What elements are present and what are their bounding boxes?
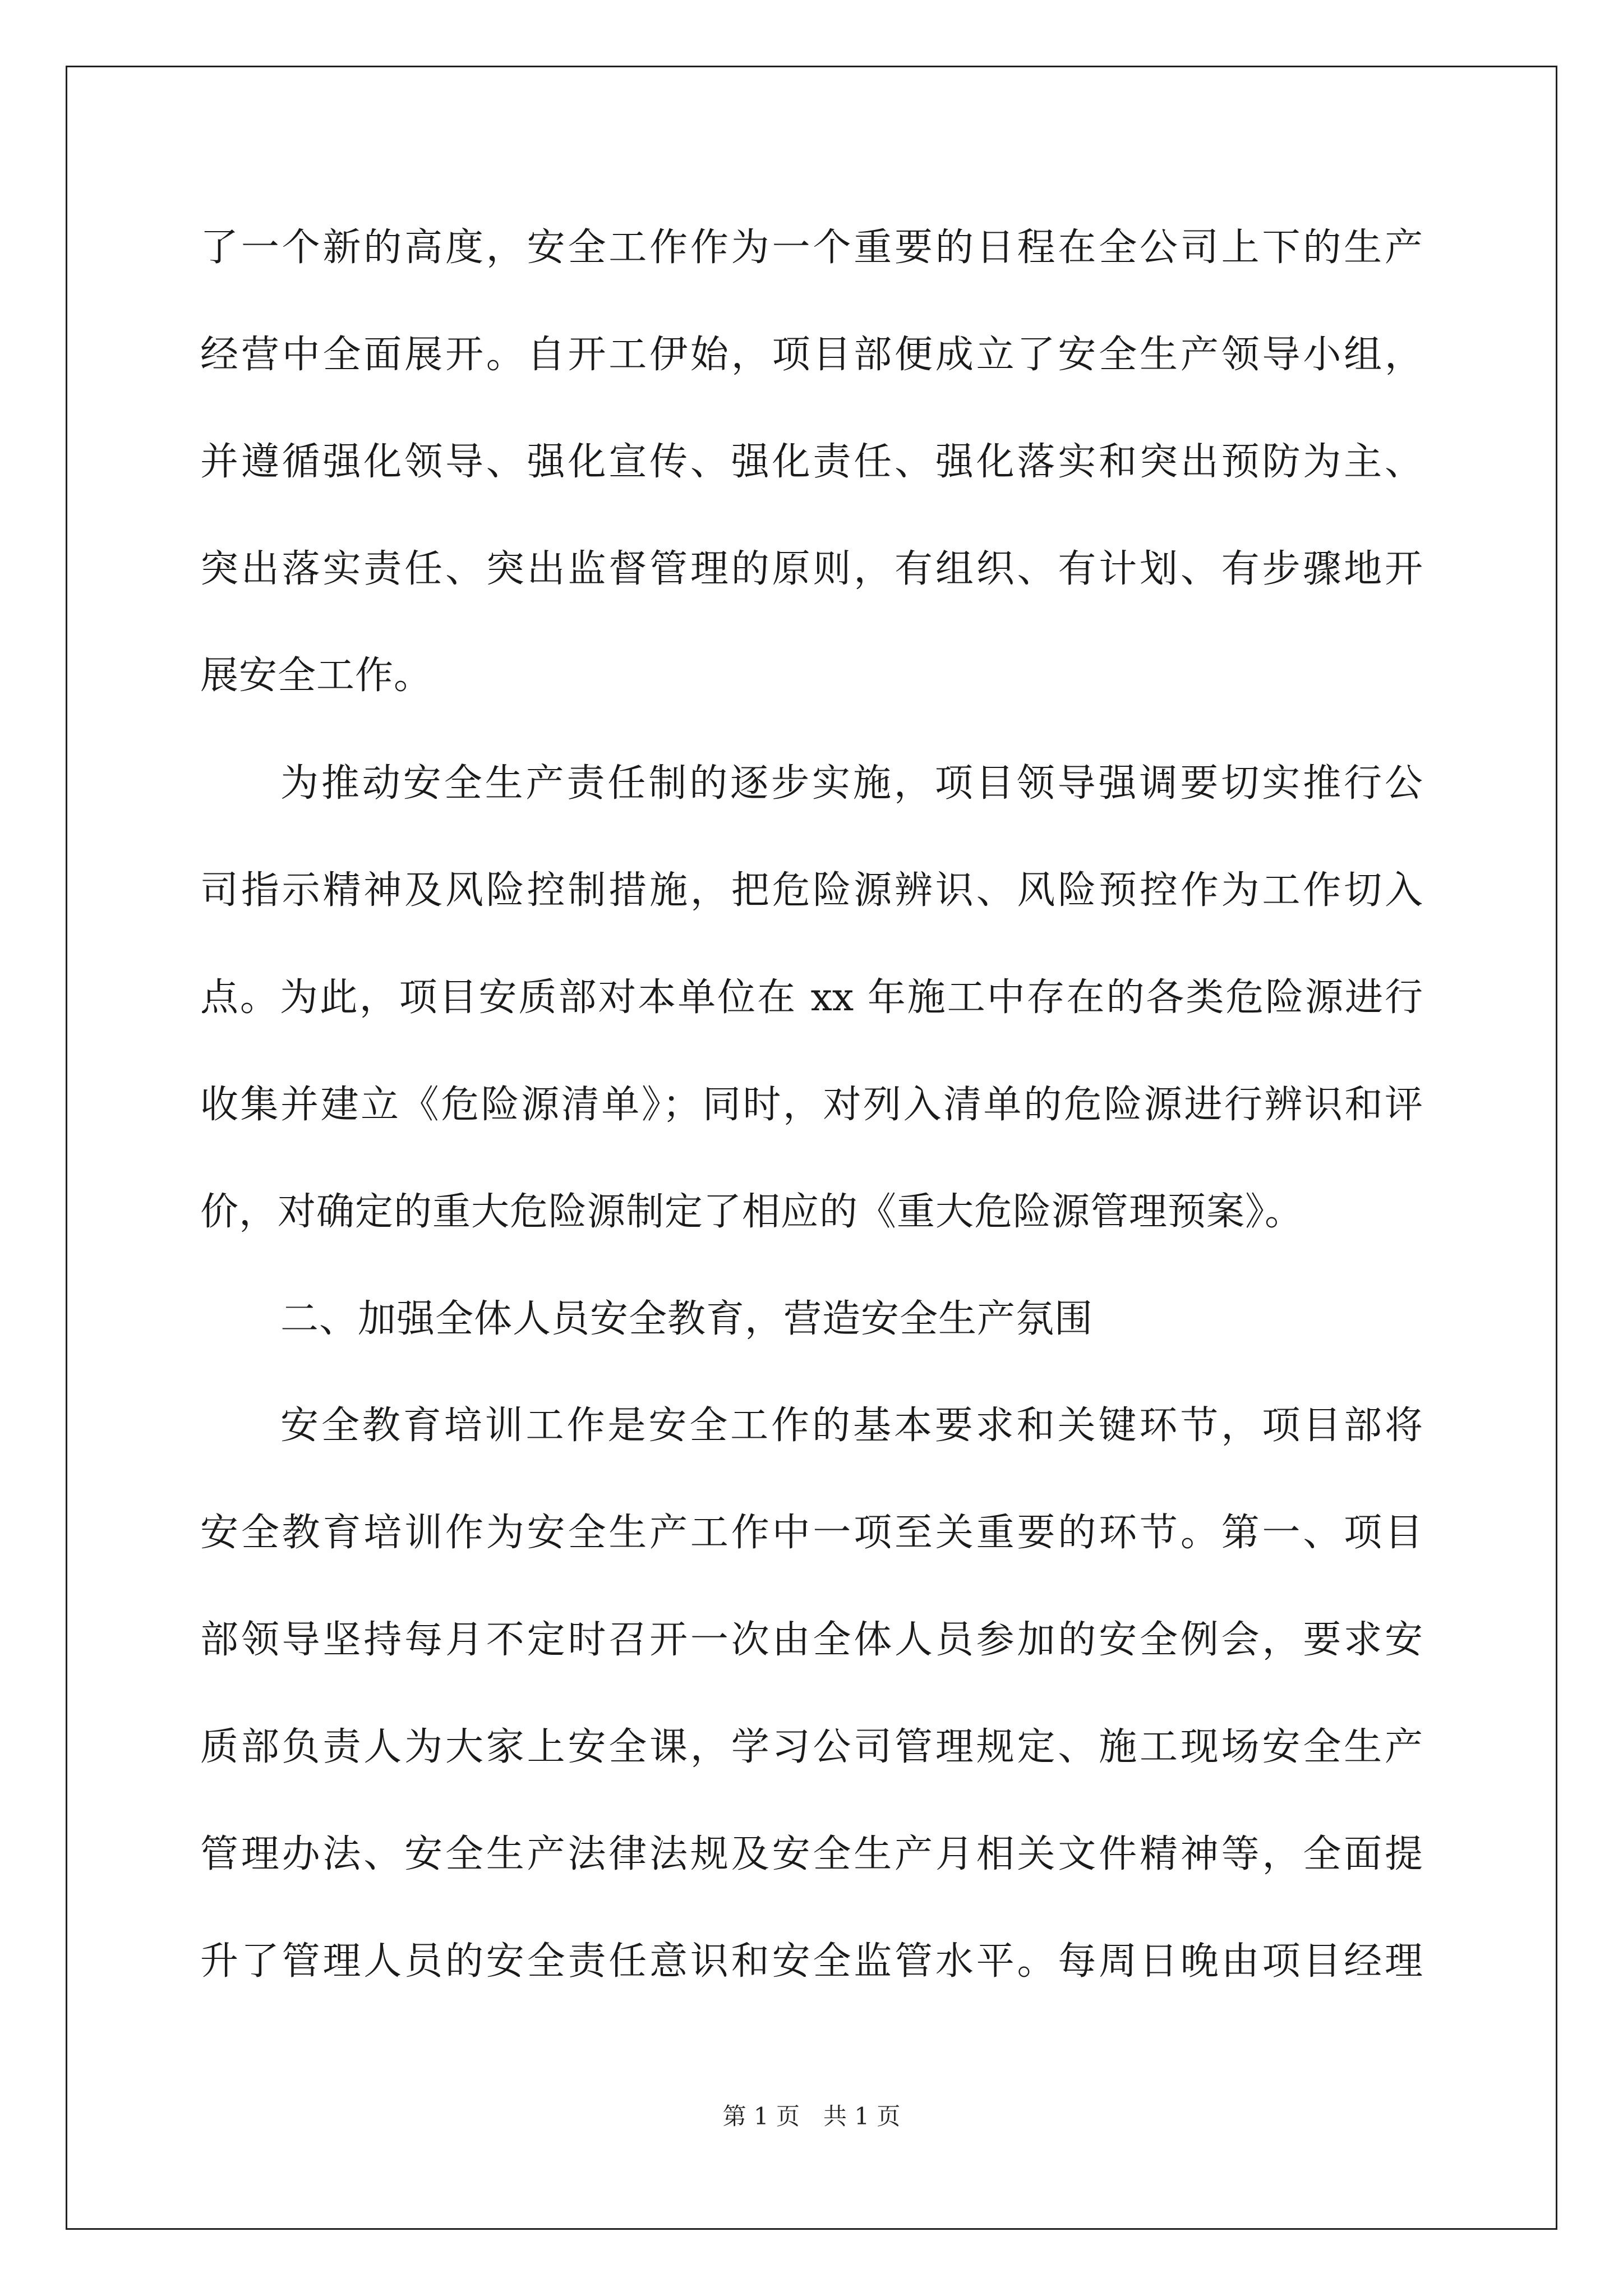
page-border [66, 66, 1557, 2230]
text-line: 并遵循强化领导、强化宣传、强化责任、强化落实和突出预防为主、 [200, 440, 1423, 484]
text-line: 为推动安全生产责任制的逐步实施，项目领导强调要切实推行公 [280, 761, 1423, 806]
text-line: 司指示精神及风险控制措施，把危险源辨识、风险预控作为工作切入 [200, 868, 1423, 913]
text-line: 突出落实责任、突出监督管理的原则，有组织、有计划、有步骤地开 [200, 547, 1423, 591]
text-line: 安全教育培训工作是安全工作的基本要求和关键环节，项目部将 [280, 1404, 1423, 1448]
text-line: 经营中全面展开。自开工伊始，项目部便成立了安全生产领导小组， [200, 333, 1423, 377]
text-line: 管理办法、安全生产法律法规及安全生产月相关文件精神等，全面提 [200, 1832, 1423, 1876]
text-line: 点。为此，项目安质部对本单位在 xx 年施工中存在的各类危险源进行 [200, 976, 1423, 1020]
text-line: 升了管理人员的安全责任意识和安全监管水平。每周日晚由项目经理 [200, 1939, 1423, 1984]
text-line: 了一个新的高度，安全工作作为一个重要的日程在全公司上下的生产 [200, 226, 1423, 270]
text-line: 安全教育培训作为安全生产工作中一项至关重要的环节。第一、项目 [200, 1511, 1423, 1555]
text-line: 部领导坚持每月不定时召开一次由全体人员参加的安全例会，要求安 [200, 1618, 1423, 1662]
text-line: 质部负责人为大家上安全课，学习公司管理规定、施工现场安全生产 [200, 1725, 1423, 1769]
text-line: 价，对确定的重大危险源制定了相应的《重大危险源管理预案》。 [200, 1190, 1304, 1234]
text-line: 展安全工作。 [200, 654, 433, 698]
text-line: 收集并建立《危险源清单》；同时，对列入清单的危险源进行辨识和评 [200, 1083, 1423, 1127]
page-number: 第 1 页 共 1 页 [722, 2102, 901, 2130]
section-heading: 二、加强全体人员安全教育，营造安全生产氛围 [280, 1297, 1094, 1341]
